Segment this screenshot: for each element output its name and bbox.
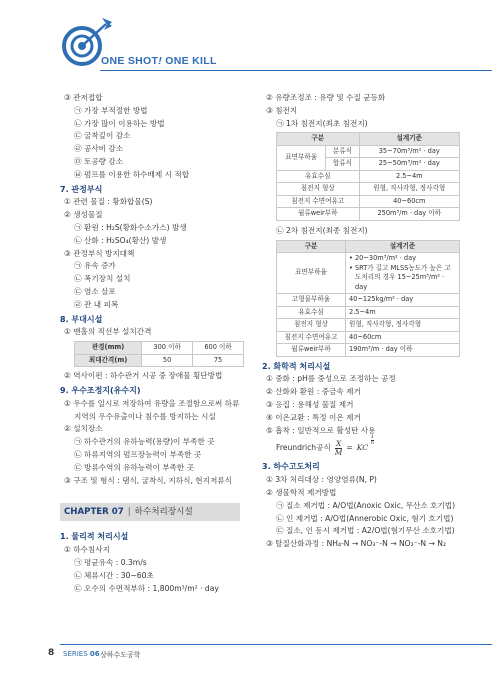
list-item: ㉢ 방류수역의 유하능력이 부족한 곳 [74, 462, 194, 472]
list-item: ② 역사이펀 : 하수관거 시공 중 장애물 횡단방법 [64, 371, 223, 381]
table-cell: 표면부하율 [277, 145, 326, 170]
table-header: 설계기준 [346, 240, 460, 253]
list-item: ㉥ 펌프를 이용한 하수배제 시 적합 [74, 169, 190, 179]
section-heading: 2. 화학적 처리시설 [262, 361, 331, 371]
formula-rhs [356, 434, 375, 455]
table-cell: 25~50m³/m² · day [359, 158, 459, 171]
list-item: ③ 탈질산화과정 : NH₄-N → NO₃⁻-N → NO₂⁻-N → N₂ [266, 539, 447, 549]
table-cell: 침전지 수면여유고 [277, 195, 360, 208]
formula-equals: = [346, 443, 353, 453]
footer-rule [60, 644, 492, 645]
chapter-banner [60, 503, 240, 521]
table-cell: 유효수심 [277, 306, 346, 319]
section-heading: 1. 물리적 처리시설 [60, 532, 129, 542]
table-cell: 2.5~4m [359, 170, 459, 183]
page-number: 8 [48, 648, 55, 658]
list-item: ㉢ 염소 살포 [74, 286, 116, 296]
list-item: ④ 이온교환 : 특정 이온 제거 [266, 412, 361, 422]
table-cell: 원형, 직사각형, 정사각형 [359, 183, 459, 196]
table-cell: 침전지 형상 [277, 183, 360, 196]
list-item: ① 우수를 일시로 저장하여 유량을 조절함으로써 하류지역의 우수유출이나 침수를 방지하는 시설 [64, 398, 240, 421]
manhole-table [74, 341, 244, 367]
list-item: ㉤ 토공량 감소 [74, 156, 124, 166]
list-item: ㉡ 폭기장치 설치 [74, 274, 131, 284]
list-item: ① 중화 : pH를 중성으로 조정하는 공정 [266, 374, 396, 384]
list-item: ㉣ 관 내 피복 [74, 299, 119, 309]
table-cell-line: • SRT가 길고 MLSS농도가 높은 고도처리의 경우 15~25m³/m² · day [349, 263, 451, 291]
formula-denominator: M [334, 447, 343, 457]
formula-numerator: X [335, 438, 342, 448]
list-item: ㉠ 유속 증가 [74, 261, 116, 271]
formula-label: Freundrich공식 [276, 443, 331, 453]
list-item: ㉢ 질소, 인 동시 제거법 : A2/O법(혐기무산 소호기법) [276, 526, 455, 536]
table-cell: 고형물부하율 [277, 294, 346, 307]
list-item: ㉠ 하수관거의 유하능력(용량)이 부족한 곳 [74, 437, 215, 447]
formula-kc: KC [356, 443, 369, 453]
brand-title: ONE SHOT! ONE KILL [101, 55, 217, 67]
table-cell: 침전지 형상 [277, 319, 346, 332]
table-cell: 관경(mm) [75, 342, 142, 355]
target-logo-icon [56, 6, 116, 78]
freundlich-formula [262, 434, 462, 459]
list-item: ㉠ 평균유속 : 0.3m/s [74, 557, 147, 567]
table-cell [346, 253, 460, 294]
exponent-numerator: 1 [370, 434, 374, 441]
formula-fraction [335, 440, 343, 457]
table-cell: 표면부하율 [277, 253, 346, 294]
list-item: ㉡ 하류지역의 펌프장능력이 부족한 곳 [74, 449, 202, 459]
list-item: ① 3차 처리대상 : 영양염류(N, P) [266, 475, 377, 485]
primary-clarifier-table [276, 132, 460, 221]
table-cell: 월류weir부하 [277, 208, 360, 221]
table-cell: 40~60cm [359, 195, 459, 208]
table-cell: 유효수심 [277, 170, 360, 183]
list-item: ② 산화와 환원 : 중금속 제거 [266, 387, 361, 397]
right-column [262, 92, 462, 551]
list-item: ㉡ 2차 침전지(최종 침전지) [276, 225, 368, 235]
table-header: 구분 [277, 240, 346, 253]
list-item: ㉠ 질소 제거법 : A/O법(Anoxic Oxic, 무산소 호기법) [276, 500, 456, 510]
list-item: ② 생성물질 [64, 210, 103, 220]
table-cell: 합류식 [326, 158, 359, 171]
table-cell: 원형, 직사각형, 정사각형 [346, 319, 460, 332]
list-item: ㉡ 가장 많이 이용하는 방법 [74, 118, 165, 128]
list-item: ③ 침전지 [266, 105, 298, 115]
list-item: ㉡ 체류시간 : 30~60초 [74, 570, 154, 580]
table-header: 구분 [277, 133, 360, 146]
table-cell: 600 이하 [193, 342, 244, 355]
table-cell: 50 [142, 354, 193, 367]
list-item: ③ 응집 : 용해성 물질 제거 [266, 400, 354, 410]
table-cell: 침전지 수면여유고 [277, 331, 346, 344]
table-header: 설계기준 [359, 133, 459, 146]
table-cell: 300 이하 [142, 342, 193, 355]
list-item: ① 관련 물질 : 황화합물(S) [64, 197, 153, 207]
exponent-denominator: n [370, 440, 375, 447]
section-heading: 9. 우수조정지(유수지) [60, 385, 141, 395]
section-heading: 3. 하수고도처리 [262, 462, 320, 472]
chapter-title: 하수처리장시설 [134, 507, 193, 518]
secondary-clarifier-table [276, 240, 460, 357]
list-item: ② 설치장소 [64, 424, 103, 434]
table-cell: 250m³/m · day 이하 [359, 208, 459, 221]
chapter-separator: | [127, 507, 131, 518]
table-cell: 분류식 [326, 145, 359, 158]
list-item: ㉢ 굴착깊이 감소 [74, 131, 131, 141]
list-item: ⑤ 흡착 : 일반적으로 활성탄 사용 [266, 425, 376, 435]
list-item: ㉡ 인 제거법 : A/O법(Annerobic Oxic, 혐기 호기법) [276, 513, 454, 523]
page-header [0, 0, 500, 78]
list-item: ② 유량조정조 : 유량 및 수질 균등화 [266, 93, 386, 102]
section-heading: 8. 부대시설 [60, 314, 103, 324]
table-cell: 40~60cm [346, 331, 460, 344]
table-cell: 월류weir부하 [277, 344, 346, 357]
table-cell: 최대간격(m) [75, 354, 142, 367]
formula-exponent [371, 435, 374, 446]
table-cell-line: • 20~30m³/m² · day [349, 254, 417, 263]
section-heading: 7. 관정부식 [60, 184, 103, 194]
list-item: ③ 관저접합 [64, 93, 103, 102]
table-cell: 2.5~4m [346, 306, 460, 319]
table-cell: 75 [193, 354, 244, 367]
list-item: ㉠ 환원 : H₂S(황화수소가스) 발생 [74, 222, 187, 232]
book-title: 상하수도공학 [100, 651, 141, 659]
list-item: ㉢ 오수의 수면적부하 : 1,800m³/m² · day [74, 583, 219, 593]
table-cell: 190m³/m · day 이하 [346, 344, 460, 357]
list-item: ㉠ 가장 부적절한 방법 [74, 105, 148, 115]
list-item: ② 생물학적 제거방법 [266, 488, 337, 498]
table-cell: 35~70m³/m² · day [359, 145, 459, 158]
list-item: ㉣ 공사비 감소 [74, 144, 124, 154]
chapter-tag: CHAPTER 07 [64, 507, 124, 518]
left-column [60, 92, 240, 595]
list-item: ㉡ 산화 : H₂SO₄(황산) 발생 [74, 235, 167, 245]
series-label: SERIES 06 [63, 650, 100, 658]
list-item: ① 맨홀의 직선부 설치간격 [64, 327, 152, 337]
table-cell: 40~125kg/m² · day [346, 294, 460, 307]
list-item: ③ 관정부식 방지대책 [64, 248, 135, 258]
list-item: ③ 구조 및 형식 : 댐식, 굴착식, 지하식, 현지저류식 [64, 475, 232, 485]
list-item: ㉠ 1차 침전지(최초 침전지) [276, 118, 368, 128]
page-footer [0, 644, 500, 668]
list-item: ① 하수침사지 [64, 545, 110, 555]
header-rule [100, 70, 492, 71]
